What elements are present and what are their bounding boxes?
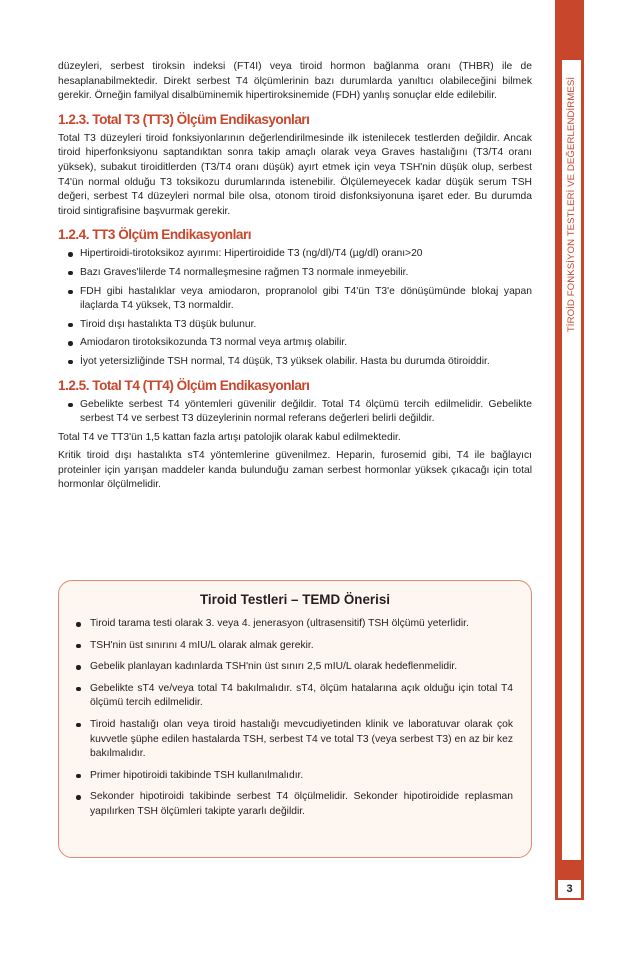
list-item: İyot yetersizliğinde TSH normal, T4 düşük, T3 yüksek olabilir. Hasta bu durumda ötiroiddir. — [58, 355, 532, 370]
intro-paragraph: düzeyleri, serbest tiroksin indeksi (FT4I) veya tiroid hormon bağlanma oranı (THBR) ile de hesaplanabilmektedir. Direkt serbest T4 ölçümlerinin bazı durumlarda yanıltıcı olabileceğini bilmek gerekir. Örneğin familyal disalbüminemik hipertiroksinemide (FDH) yanlış sonuçlar elde edilebilir. — [58, 61, 532, 102]
list-item: Amiodaron tirotoksikozunda T3 normal veya artmış olabilir. — [58, 336, 532, 351]
paragraph-t4-increase: Total T4 ve TT3'ün 1,5 kattan fazla artışı patolojik olarak kabul edilmektedir. — [58, 431, 401, 443]
paragraph-total-t3: Total T3 düzeyleri tiroid fonksiyonlarının değerlendirilmesinde ilk istenilecek testlerden değildir. Ancak tiroid hiperfonksiyonu saptandıktan sonra takip amaçlı olarak veya Graves hastalığını (T3/T4 oranı yüksek), subakut tiroiditlerden (T3/T4 oranı düşük) ayırt etmek için veya TSH'nin düşük olup, serbest T4'ün normal olduğu T3 toksikozu durumlarında istenebilir. Ölçülemeyecek kadar düşük serum TSH değeri, serbest T4 düzeyleri normal bile olsa, otonom tiroid disfonksiyonuna işaret eder. Bu durumda tiroid sintigrafisine başvurmak gerekir. — [58, 132, 532, 217]
heading-tt3: 1.2.4. TT3 Ölçüm Endikasyonları — [58, 227, 252, 243]
t4-indication-list — [58, 398, 532, 427]
heading-total-t3: 1.2.3. Total T3 (TT3) Ölçüm Endikasyonları — [58, 111, 310, 127]
list-item: Sekonder hipotiroidi takibinde serbest T4 ölçülmelidir. Sekonder hipotiroidide replasman yapılırken TSH ölçümleri takipte yararlı değildir. — [73, 790, 513, 819]
page-number: 3 — [558, 880, 581, 898]
list-item: Tiroid dışı hastalıkta T3 düşük bulunur. — [58, 318, 532, 333]
paragraph-critical-illness: Kritik tiroid dışı hastalıkta sT4 yöntemlerine güvenilmez. Heparin, furosemid gibi, T4 ile bağlayıcı proteinler için yarışan maddeler kanda bulunduğu zaman serbest hormonlar yüksek çıkacağı için total hormonlar ölçülmelidir. — [58, 450, 532, 491]
list-item: Tiroid hastalığı olan veya tiroid hastalığı mevcudiyetinden klinik ve laboratuvar olarak çok kuvvetle şüphe edilen hastalarda TSH, serbest T4 ve total T3 (veya serbest T3) en az bir kez bakılmalıdır. — [73, 718, 513, 762]
recommendation-title: Tiroid Testleri – TEMD Önerisi — [200, 592, 390, 607]
recommendation-list — [59, 617, 531, 820]
side-chapter-label: TİROİD FONKSİYON TESTLERİ VE DEĞERLENDİRMESİ — [566, 76, 577, 333]
list-item: Tiroid tarama testi olarak 3. veya 4. jenerasyon (ultrasensitif) TSH ölçümü yeterlidir. — [73, 617, 513, 632]
page-content — [58, 60, 532, 497]
list-item: FDH gibi hastalıklar veya amiodaron, propranolol gibi T4'ün T3'e dönüşümünde blokaj yapan ilaçlarda T4 yüksek, T3 normaldir. — [58, 285, 532, 314]
list-item: Gebelikte serbest T4 yöntemleri güvenilir değildir. Total T4 ölçümü tercih edilmelidir. Gebelikte serbest T4 ve serbest T3 düzeylerinin normal referans değerleri belirli değildir. — [58, 398, 532, 427]
list-item: Gebelikte sT4 ve/veya total T4 bakılmalıdır. sT4, ölçüm hatalarına açık olduğu için total T4 ölçümü tercih edilmelidir. — [73, 682, 513, 711]
list-item: Hipertiroidi-tirotoksikoz ayırımı: Hipertiroidide T3 (ng/dl)/T4 (µg/dl) oranı>20 — [58, 247, 532, 262]
list-item: Bazı Graves'lilerde T4 normalleşmesine rağmen T3 normale inmeyebilir. — [58, 266, 532, 281]
list-item: TSH'nin üst sınırını 4 mIU/L olarak almak gerekir. — [73, 639, 513, 654]
heading-total-t4: 1.2.5. Total T4 (TT4) Ölçüm Endikasyonları — [58, 377, 310, 393]
list-item: Primer hipotiroidi takibinde TSH kullanılmalıdır. — [73, 769, 513, 784]
tt3-indication-list — [58, 247, 532, 369]
list-item: Gebelik planlayan kadınlarda TSH'nin üst sınırı 2,5 mIU/L olarak hedeflenmelidir. — [73, 660, 513, 675]
recommendation-box — [58, 580, 532, 858]
side-label-container — [563, 62, 580, 347]
